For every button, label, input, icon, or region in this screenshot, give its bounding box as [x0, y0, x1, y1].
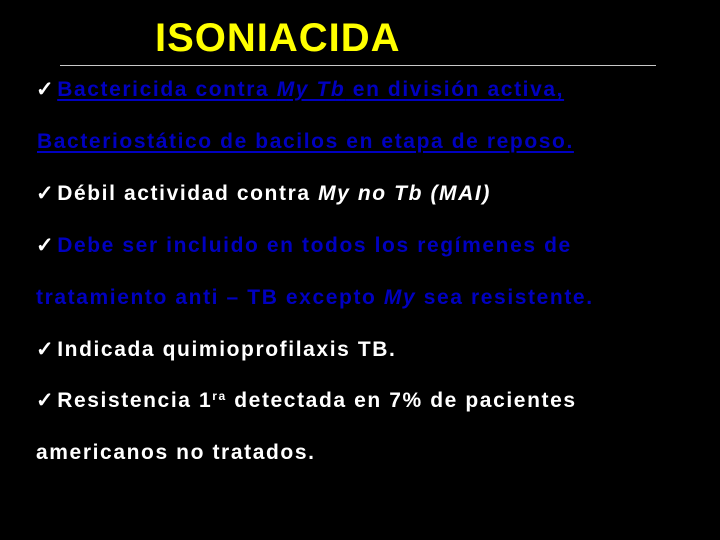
bullet-text-italic: My no Tb (MAI) — [318, 182, 491, 205]
bullet-text: Indicada quimioprofilaxis TB. — [57, 338, 397, 361]
bullet-text: Débil actividad contra — [57, 182, 319, 205]
bullet-continuation — [36, 285, 594, 311]
slide-title: ISONIACIDA — [155, 16, 401, 60]
bullet-text: en división activa, — [345, 78, 565, 101]
checkmark-icon: ✓ — [36, 389, 56, 412]
bullet-text: Debe ser incluido en todos los regímenes de — [57, 234, 572, 257]
bullet-text: Bactericida contra — [57, 78, 277, 101]
bullet-text: americanos no tratados. — [36, 441, 316, 464]
bullet-text: tratamiento anti – TB excepto — [36, 286, 384, 309]
checkmark-icon: ✓ — [36, 78, 56, 101]
bullet-continuation — [37, 129, 574, 155]
bullet-regimenes — [36, 233, 572, 259]
bullet-text: Bacteriostático de bacilos en etapa de reposo. — [37, 130, 574, 153]
bullet-text: detectada en 7% de pacientes — [226, 389, 577, 412]
bullet-text: Resistencia 1 — [57, 389, 213, 412]
bullet-debil-actividad — [36, 181, 491, 207]
bullet-text-italic: My Tb — [276, 78, 346, 101]
bullet-continuation — [36, 440, 316, 466]
checkmark-icon: ✓ — [36, 182, 56, 205]
bullet-quimioprofilaxis — [36, 337, 396, 363]
checkmark-icon: ✓ — [36, 234, 56, 257]
bullet-text: sea resistente. — [416, 286, 594, 309]
bullet-text-italic: My — [383, 286, 417, 309]
checkmark-icon: ✓ — [36, 338, 56, 361]
title-divider — [60, 65, 656, 66]
bullet-resistencia — [36, 388, 577, 414]
bullet-bactericida — [36, 77, 564, 103]
ordinal-superscript: ra — [212, 389, 227, 403]
